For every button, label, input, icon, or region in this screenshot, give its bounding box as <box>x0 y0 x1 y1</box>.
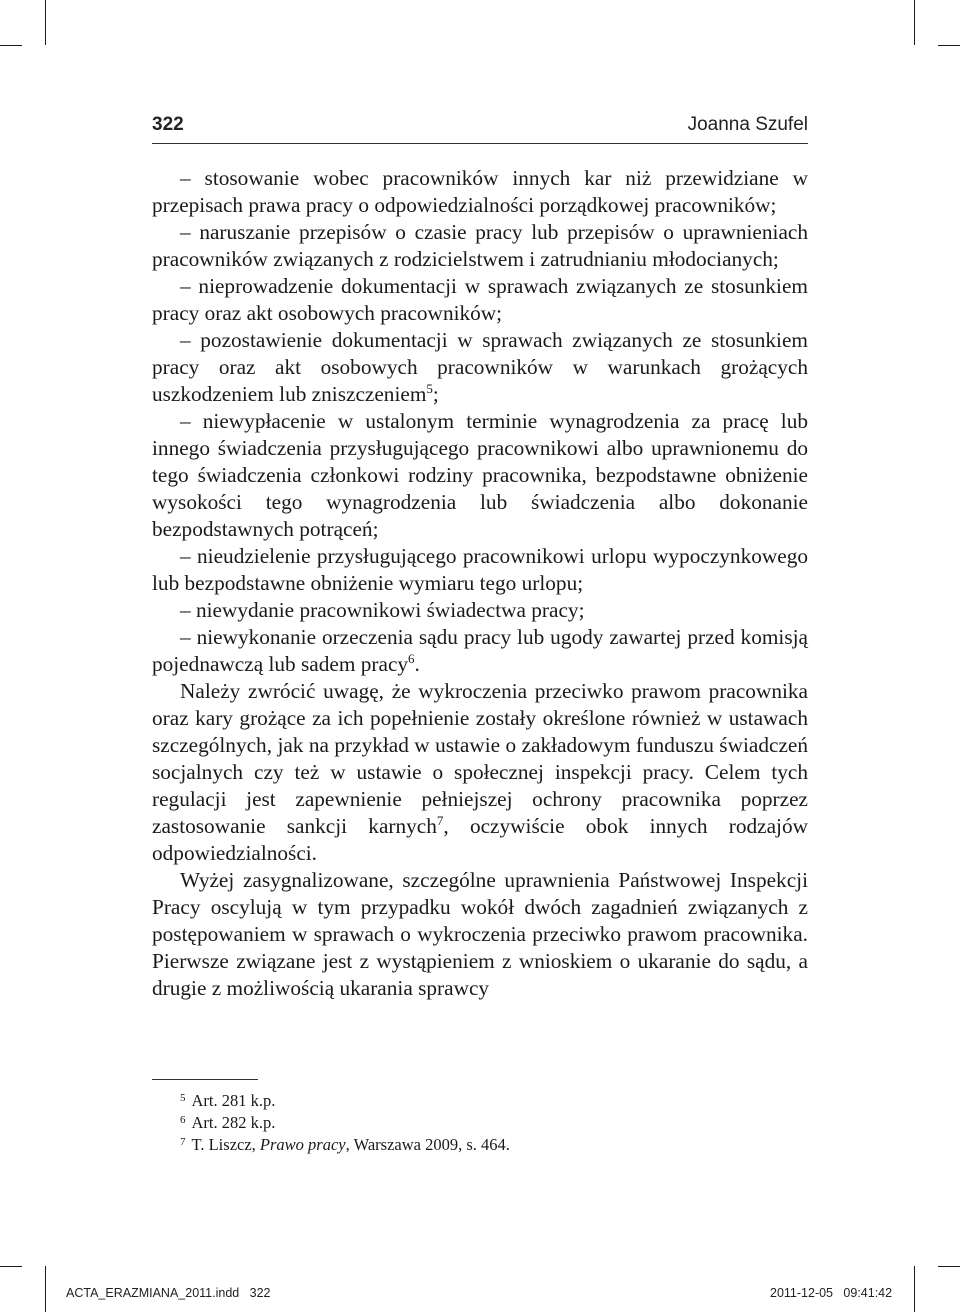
crop-mark-bottom-left-h <box>0 1266 22 1267</box>
list-item <box>152 327 808 408</box>
slug-timestamp: 2011-12-05 09:41:42 <box>770 1286 893 1300</box>
footnote-number: 5 <box>180 1092 186 1104</box>
crop-mark-bottom-left-v <box>45 1266 46 1312</box>
footnote <box>180 1134 800 1156</box>
crop-mark-top-left-v <box>45 0 46 45</box>
body-text <box>152 165 808 1002</box>
list-item-tail: ; <box>432 382 439 406</box>
footnote-rule <box>152 1079 258 1080</box>
running-head-author: Joanna Szufel <box>687 114 808 135</box>
list-item-text: – niewykonanie orzeczenia sądu pracy lub ugody zawartej przed komisją pojednawczą lub sadem pracy <box>152 625 808 676</box>
slug-filename: ACTA_ERAZMIANA_2011.indd 322 <box>66 1286 271 1300</box>
list-item: – nieprowadzenie dokumentacji w sprawach związanych ze stosunkiem pracy oraz akt osobowych pracowników; <box>152 274 808 325</box>
footnote-text: T. Liszcz, <box>191 1135 260 1154</box>
list-item: – stosowanie wobec pracowników innych kar niż przewidziane w przepisach prawa pracy o odpowiedzialności porządkowej pracowników; <box>152 166 808 217</box>
paragraph-tail: , oczywiście obok innych rodzajów odpowiedzialności. <box>152 814 809 865</box>
paragraph-text: Należy zwrócić uwagę, że wykroczenia przeciwko prawom pracownika oraz kary grożące za ich popełnienie zostały określone również w ustawach szczególnych, jak na przykład w ustawie o zakładowym funduszu świadczeń socjalnych czy też w ustawie o społecznej inspekcji pracy. Celem tych regulacji jest zapewnienie pełniejszej ochrony pracownika poprzez zastosowanie sankcji karnych <box>152 679 808 838</box>
paragraph: Wyżej zasygnalizowane, szczególne uprawnienia Państwowej Inspekcji Pracy oscylują w tym przypadku wokół dwóch zagadnień związanych z postępowaniem w sprawach o wykroczenia przeciwko prawom pracownika. Pierwsze związane jest z wystąpieniem z wnioskiem o ukaranie do sądu, a drugie z możliwością ukarania sprawcy <box>152 868 808 1000</box>
footnote <box>180 1090 800 1112</box>
footnote-text: Art. 281 k.p. <box>191 1091 276 1110</box>
crop-mark-top-right-v <box>914 0 915 45</box>
crop-mark-bottom-right-v <box>914 1266 915 1312</box>
list-item: – nieudzielenie przysługującego pracownikowi urlopu wypoczynkowego lub bezpodstawne obniżenie wymiaru tego urlopu; <box>152 544 808 595</box>
list-item: – naruszanie przepisów o czasie pracy lub przepisów o uprawnieniach pracowników związanych z rodzicielstwem i zatrudnianiu młodocianych; <box>152 220 808 271</box>
footnotes <box>180 1090 800 1156</box>
list-item <box>152 624 808 678</box>
header-rule <box>152 143 808 144</box>
paragraph <box>152 678 808 867</box>
crop-mark-bottom-right-h <box>938 1266 960 1267</box>
footnote-ref[interactable]: 5 <box>426 381 433 396</box>
footnote-number: 7 <box>180 1136 186 1148</box>
footnote <box>180 1112 800 1134</box>
list-item-tail: . <box>414 652 420 676</box>
page-number: 322 <box>152 114 184 135</box>
footnote-number: 6 <box>180 1114 186 1126</box>
footnote-text: Art. 282 k.p. <box>191 1113 276 1132</box>
footnote-ref[interactable]: 6 <box>408 651 415 666</box>
list-item-text: – pozostawienie dokumentacji w sprawach związanych ze stosunkiem pracy oraz akt osobowych pracowników w warunkach grożących uszkodzeniem lub zniszczeniem <box>152 328 808 406</box>
list-item: – niewypłacenie w ustalonym terminie wynagrodzenia za pracę lub innego świadczenia przysługującego pracownikowi albo uprawnionemu do tego świadczenia członkowi rodziny pracownika, bezpodstawne obniżenie wysokości tego wynagrodzenia lub świadczenia albo dokonanie bezpodstawnych potrąceń; <box>152 409 808 541</box>
running-header <box>152 114 808 138</box>
crop-mark-top-right-h <box>938 45 960 46</box>
list-item: – niewydanie pracownikowi świadectwa pracy; <box>180 598 585 622</box>
crop-mark-top-left-h <box>0 45 22 46</box>
footnote-book-title: Prawo pracy <box>259 1135 346 1154</box>
footnote-text: , Warszawa 2009, s. 464. <box>345 1135 510 1154</box>
footnote-ref[interactable]: 7 <box>436 813 444 828</box>
